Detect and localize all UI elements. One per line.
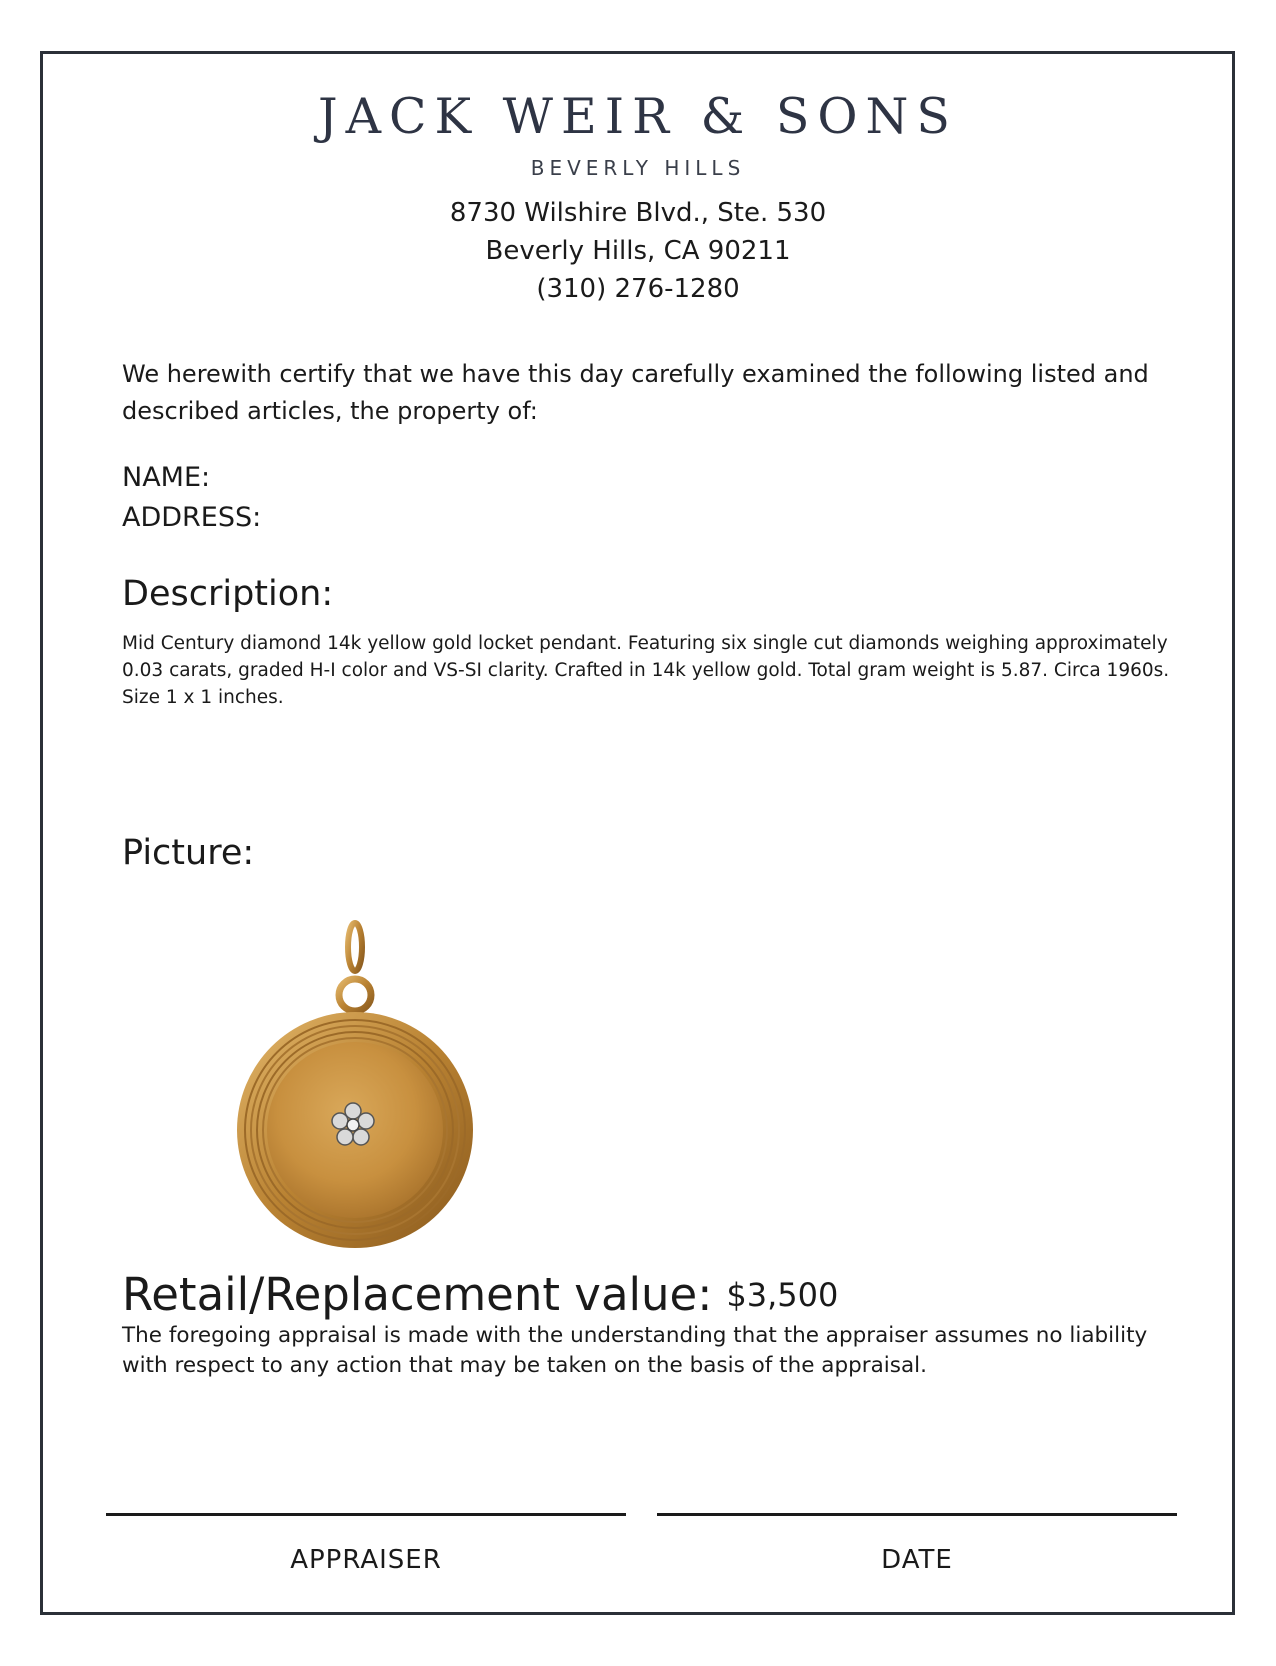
certification-intro: We herewith certify that we have this day carefully examined the following listed and described articles, the property of:: [122, 360, 1149, 425]
appraiser-signature-line: [106, 1513, 626, 1516]
date-label: DATE: [881, 1545, 953, 1575]
brand-location: BEVERLY HILLS: [530, 156, 746, 180]
valuation-row: [122, 1268, 838, 1321]
address-line-1: 8730 Wilshire Blvd., Ste. 530: [449, 198, 827, 228]
phone-number: (310) 276-1280: [536, 274, 740, 304]
appraiser-label: APPRAISER: [290, 1545, 442, 1575]
address-line-2: Beverly Hills, CA 90211: [485, 236, 791, 266]
brand-name: JACK WEIR & SONS: [317, 88, 959, 145]
owner-name-label: NAME:: [122, 462, 211, 493]
owner-address-label: ADDRESS:: [122, 502, 262, 533]
description-text: Mid Century diamond 14k yellow gold locket pendant. Featuring six single cut diamonds weighing approximately 0.03 carats, graded H-I color and VS-SI clarity. Crafted in 14k yellow gold. Total gram weight is 5.87. Circa 1960s. Size 1 x 1 inches.: [122, 633, 1170, 708]
pendant-photo: [220, 915, 490, 1255]
date-signature-line: [657, 1513, 1177, 1516]
description-heading: Description:: [122, 574, 334, 614]
valuation-amount: $3,500: [726, 1276, 839, 1314]
disclaimer-text: The foregoing appraisal is made with the understanding that the appraiser assumes no liability with respect to any action that may be taken on the basis of the appraisal.: [122, 1323, 1148, 1378]
valuation-label: Retail/Replacement value:: [122, 1268, 713, 1321]
picture-heading: Picture:: [122, 833, 255, 873]
